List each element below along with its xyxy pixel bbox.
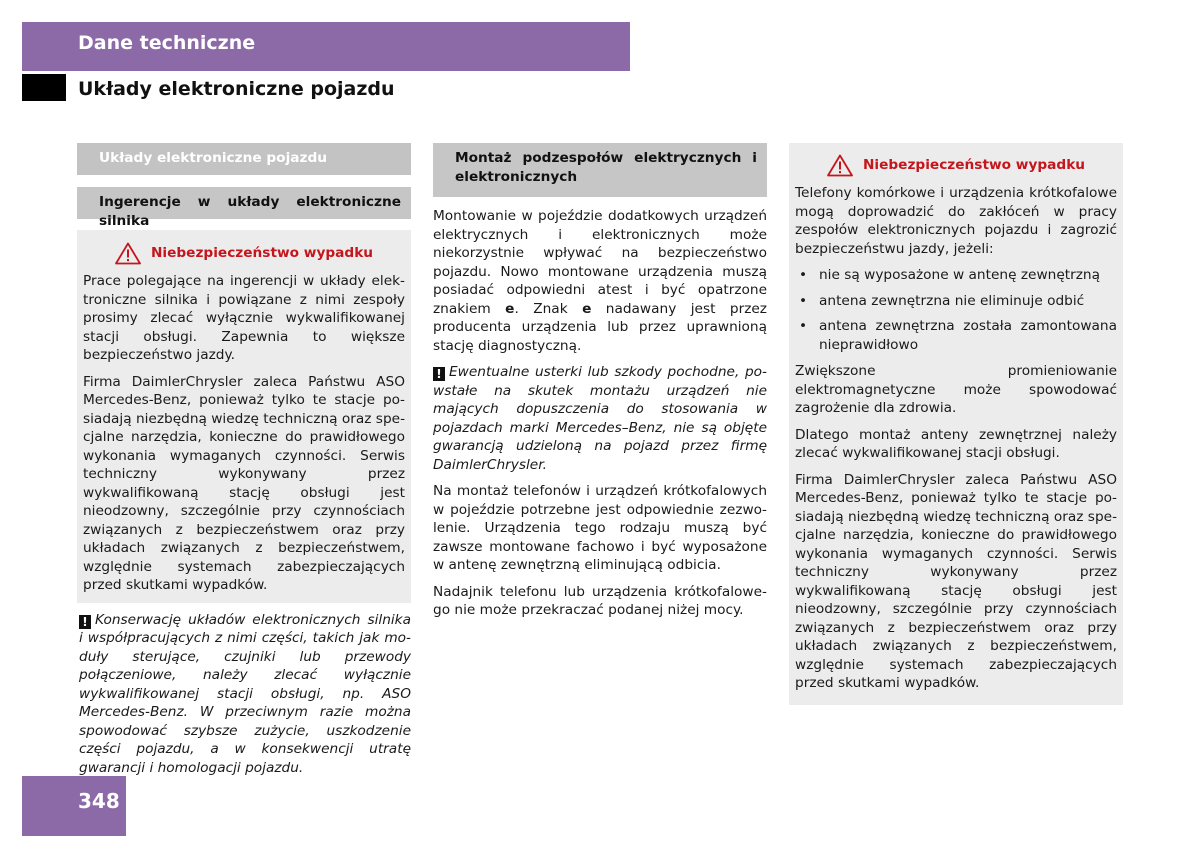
danger-box-engine: [77, 230, 411, 603]
danger-heading-text: Niebezpieczeństwo wypadku: [862, 156, 1086, 173]
section-title: Dane techniczne: [78, 32, 256, 54]
body-paragraph: [433, 207, 767, 355]
note-paragraph: [77, 611, 411, 778]
list-item: • antena zewnętrzna nie eliminuje odbić: [795, 292, 1117, 311]
list-item: • antena zewnętrzna została zamontowana nieprawidłowo: [795, 317, 1117, 354]
note-text: Ewentualne usterki lub szkody pochodne, powstałe na skutek montażu urządzeń nie mających dopuszczenia do stosowania w pojazdach marki Mercedes–Benz, nie są objęte gwarancją udzieloną na pojazd przez firmę DaimlerChrysler.: [433, 364, 767, 473]
note-text: Konserwację układów elektronicznych silnika i współpracujących z nimi części, takich jak moduły sterujące, czujniki lub przewody połączeniowe, należy zlecać wyłącznie wykwalifikowanej stacji obsługi, np. ASO Mercedes-Benz. W przeciwnym razie można spowodować szybsze zużycie, uszkodzenie części pojazdu, a w konsekwencji utratę gwarancji i homologacji pojazdu.: [79, 611, 411, 776]
danger-heading-text: Niebezpieczeństwo wypadku: [150, 244, 374, 261]
danger-box-radio: [789, 143, 1123, 705]
warning-triangle-icon: [827, 154, 853, 177]
page-number: 348: [78, 789, 120, 813]
body-text: Montowanie w pojeździe dodatkowych urządzeń elektrycznych i elektronicznych może niekorzystnie wpływać na bezpieczeństwo pojazdu. Nowo montowane urządzenia muszą posiadać odpowiedni atest i być opatrzone znakiem: [433, 208, 767, 317]
bullet-list: [795, 266, 1117, 354]
danger-heading: [795, 152, 1117, 178]
column-3: [789, 143, 1123, 705]
danger-paragraph: Dlatego montaż anteny zewnętrznej należy zlecać wykwalifikowanej stacji obsługi.: [795, 426, 1117, 461]
body-text: nadawany jest przez producenta urządzenia lub przez uprawnioną stację diagnostyczną.: [433, 300, 767, 354]
column-2-heading: Montaż podzespołów elektrycznych i elektronicznych: [433, 143, 767, 197]
column-1-subheading: Ingerencje w układy elektroniczne silnika: [77, 187, 411, 219]
danger-paragraph: Firma DaimlerChrysler zaleca Państwu ASO Mercedes-Benz, ponieważ tylko te stacje posiadają niezbędną wiedzę techniczną oraz specjalne narzędzia, konieczne do prawidłowego wykonania wymaganych czynności. Serwis techniczny wykonywany przez wykwalifikowaną stację obsługi jest nieodzowny, szczególnie przy czynnościach związanych z bezpieczeństwem oraz przy układach związanych z bezpieczeństwem, względnie systemach zabezpieczających przed skutkami wypadków.: [795, 471, 1118, 691]
danger-paragraph: Prace polegające na ingerencji w układy elektroniczne silnika i powiązane z nimi zespoły prosimy zlecać wyłącznie wykwalifikowanej stacji obsługi. Zapewnia to większe bezpieczeństwo jazdy.: [83, 273, 405, 363]
column-1: [77, 143, 411, 785]
body-paragraph: Nadajnik telefonu lub urządzenia krótkofalowego nie może przekraczać podanej niżej mocy.: [433, 583, 767, 618]
danger-paragraph: Telefony komórkowe i urządzenia krótkofalowe mogą doprowadzić do zakłóceń w pracy zespołów elektronicznych pojazdu i zagrozić bezpieczeństwu jazdy, jeżeli:: [795, 185, 1117, 257]
danger-heading: [83, 240, 405, 266]
exclamation-icon: !: [433, 367, 445, 381]
column-1-heading: Układy elektroniczne pojazdu: [77, 143, 411, 175]
danger-paragraph: Zwiększone promieniowanie elektromagnetyczne może spowodować zagrożenie dla zdrowia.: [795, 363, 1117, 416]
body-paragraph: Na montaż telefonów i urządzeń krótkofalowych w pojeździe potrzebne jest odpowiednie zezwolenie. Urządzenia tego rodzaju muszą być zawsze montowane fachowo i być wyposażone w antenę zewnętrzną eliminującą odbicia.: [433, 483, 767, 573]
column-2: [433, 143, 767, 628]
subsection-title: Układy elektroniczne pojazdu: [78, 78, 395, 100]
e-mark: e: [505, 300, 515, 317]
warning-triangle-icon: [115, 242, 141, 265]
danger-paragraph: Firma DaimlerChrysler zaleca Państwu ASO Mercedes-Benz, ponieważ tylko te stacje posiadają niezbędną wiedzę techniczną oraz specjalne narzędzia, konieczne do prawidłowego wykonania wymaganych czynności. Serwis techniczny wykonywany przez wykwalifikowaną stację obsługi jest nieodzowny, szczególnie przy czynnościach związanych z bezpieczeństwem oraz przy układach związanych z bezpieczeństwem, względnie systemach zabezpieczających przed skutkami wypadków.: [83, 373, 406, 593]
exclamation-icon: !: [79, 615, 91, 629]
note-paragraph: [433, 363, 767, 474]
list-item: • nie są wyposażone w antenę zewnętrzną: [795, 266, 1117, 285]
section-marker: [22, 74, 66, 101]
e-mark: e: [582, 300, 592, 317]
body-text: . Znak: [514, 300, 583, 317]
